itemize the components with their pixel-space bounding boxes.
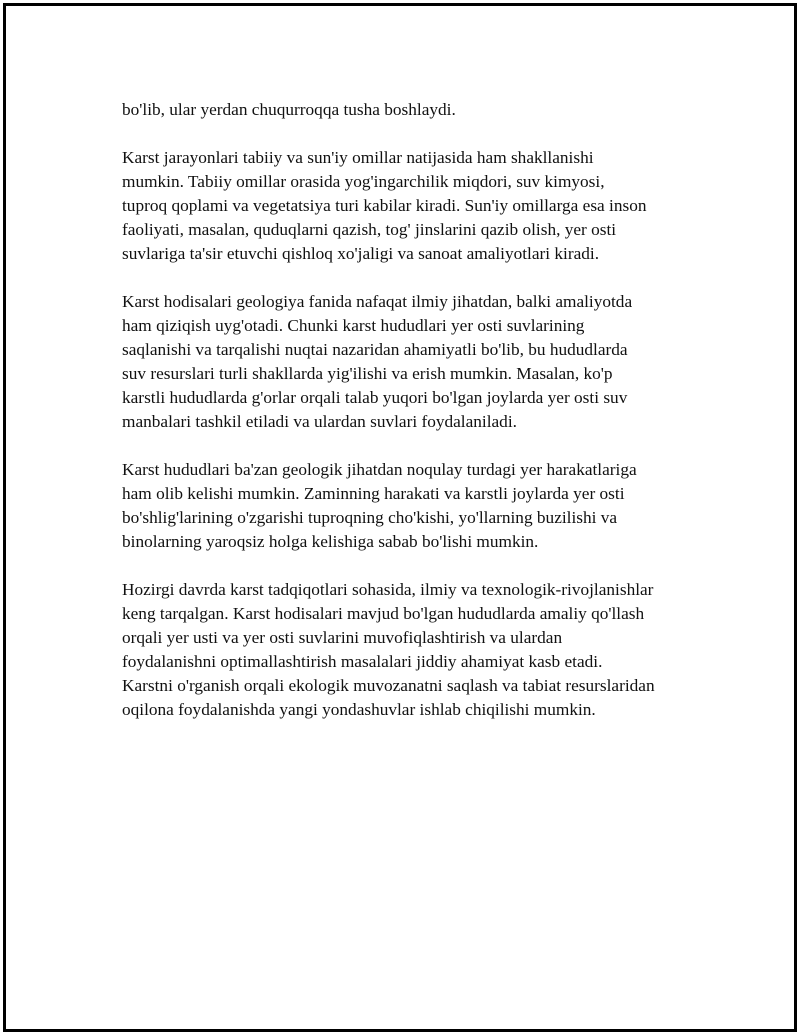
paragraph-3: Karst hodisalari geologiya fanida nafaqat ilmiy jihatdan, balki amaliyotda ham qiziqish uyg'otadi. Chunki karst hududlari yer osti suvlarining saqlanishi va tarqalishi nuqtai nazaridan ahamiyatli bo'lib, bu hududlarda suv resurslari turli shakllarda yig'ilishi va erish mumkin. Masalan, ko'p karstli hududlarda g'orlar orqali talab yuqori bo'lgan joylarda yer osti suv manbalari tashkil etiladi va ulardan suvlari foydalaniladi.: [122, 292, 633, 431]
page-frame: [3, 3, 797, 1032]
paragraph-2: Karst jarayonlari tabiiy va sun'iy omillar natijasida ham shakllanishi mumkin. Tabiiy omillar orasida yog'ingarchilik miqdori, suv kimyosi, tuproq qoplami va vegetatsiya turi kabilar kiradi. Sun'iy omillarga esa inson faoliyati, masalan, quduqlarni qazish, tog' jinslarini qazib olish, yer osti suvlariga ta'sir etuvchi qishloq xo'jaligi va sanoat amaliyotlari kiradi.: [122, 148, 647, 263]
paragraph-5: Hozirgi davrda karst tadqiqotlari sohasida, ilmiy va texnologik-rivojlanishlar keng tarqalgan. Karst hodisalari mavjud bo'lgan hududlarda amaliy qo'llash orqali yer usti va yer osti suvlarini muvofiqlashtirish va ulardan foydalanishni optimallashtirish masalalari jiddiy ahamiyat kasb etadi. Karstni o'rganish orqali ekologik muvozanatni saqlash va tabiat resurslaridan oqilona foydalanishda yangi yondashuvlar ishlab chiqilishi mumkin.: [122, 580, 655, 719]
paragraph-1: bo'lib, ular yerdan chuqurroqqa tusha boshlaydi.: [122, 100, 456, 119]
document-body: [122, 98, 702, 746]
paragraph-4: Karst hududlari ba'zan geologik jihatdan noqulay turdagi yer harakatlariga ham olib kelishi mumkin. Zaminning harakati va karstli joylarda yer osti bo'shlig'larining o'zgarishi tuproqning cho'kishi, yo'llarning buzilishi va binolarning yaroqsiz holga kelishiga sabab bo'lishi mumkin.: [122, 460, 637, 551]
